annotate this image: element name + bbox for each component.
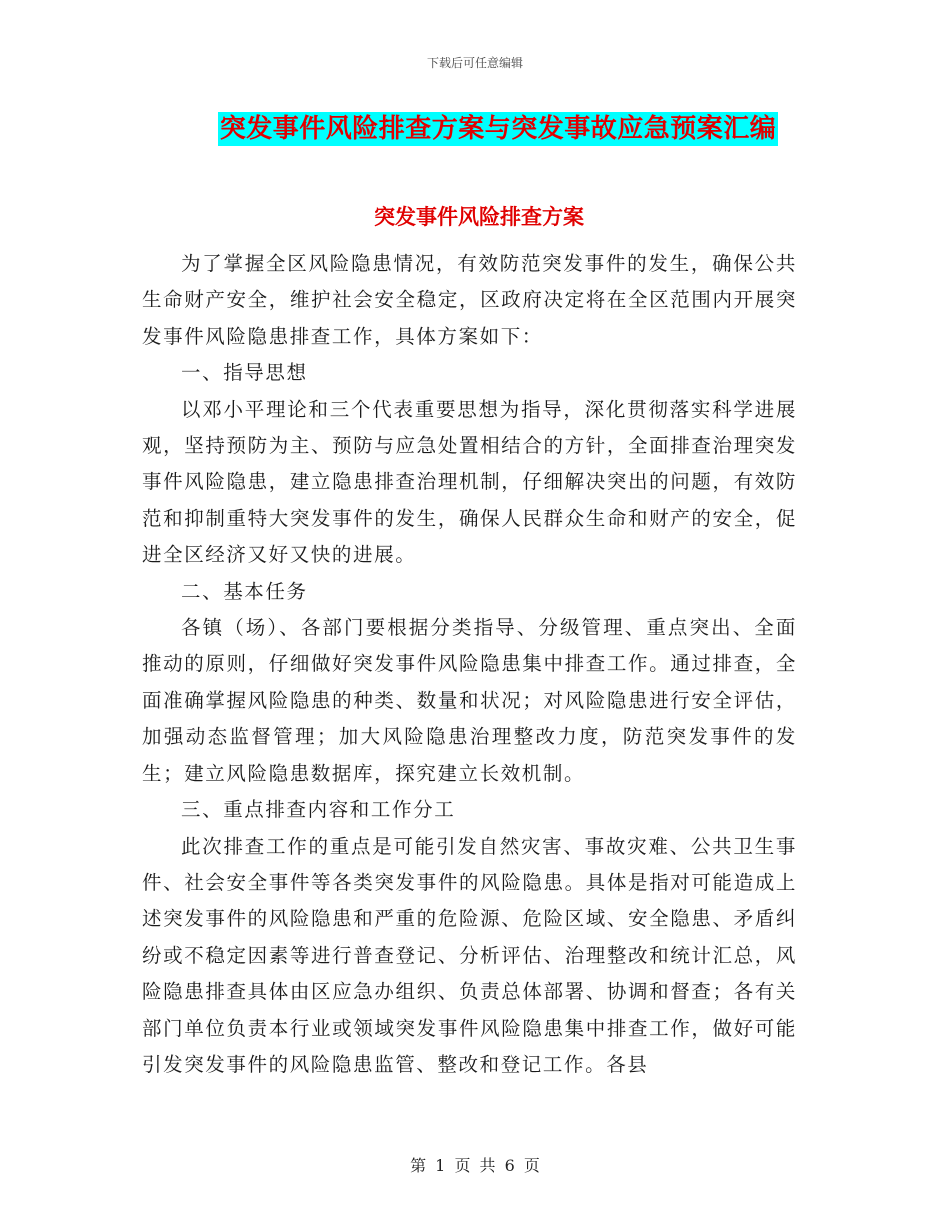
heading-basic-tasks: 二、基本任务 bbox=[181, 579, 308, 603]
paragraph-guiding-ideology: 以邓小平理论和三个代表重要思想为指导，深化贯彻落实科学进展观，坚持预防为主、预防与应急处置相结合的方针，全面排查治理突发事件风险隐患，建立隐患排查治理机制，仔细解决突出的问题，有效防范和抑制重特大突发事件的发生，确保人民群众生命和财产的安全，促进全区经济又好又快的进展。 bbox=[142, 397, 797, 567]
heading-key-inspection: 三、重点排查内容和工作分工 bbox=[181, 798, 456, 822]
document-body bbox=[142, 246, 797, 1083]
paragraph-intro: 为了掌握全区风险隐患情况，有效防范突发事件的发生，确保公共生命财产安全，维护社会安全稳定，区政府决定将在全区范围内开展突发事件风险隐患排查工作，具体方案如下： bbox=[142, 252, 797, 348]
heading-guiding-ideology: 一、指导思想 bbox=[181, 361, 308, 385]
main-title-container bbox=[0, 112, 950, 146]
page-header-note: 下载后可任意编辑 bbox=[426, 56, 523, 70]
paragraph-key-inspection: 此次排查工作的重点是可能引发自然灾害、事故灾难、公共卫生事件、社会安全事件等各类突发事件的风险隐患。具体是指对可能造成上述突发事件的风险隐患和严重的危险源、危险区域、安全隐患、矛盾纠纷或不稳定因素等进行普查登记、分析评估、治理整改和统计汇总，风险隐患排查具体由区应急办组织、负责总体部署、协调和督查；各有关部门单位负责本行业或领域突发事件风险隐患集中排查工作，做好可能引发突发事件的风险隐患监管、整改和登记工作。各县 bbox=[142, 834, 797, 1076]
main-title: 突发事件风险排查方案与突发事故应急预案汇编 bbox=[219, 114, 777, 144]
paragraph-basic-tasks: 各镇（场）、各部门要根据分类指导、分级管理、重点突出、全面推动的原则，仔细做好突发事件风险隐患集中排查工作。通过排查，全面准确掌握风险隐患的种类、数量和状况；对风险隐患进行安全评估，加强动态监督管理；加大风险隐患治理整改力度，防范突发事件的发生；建立风险隐患数据库，探究建立长效机制。 bbox=[142, 616, 797, 785]
section-title: 突发事件风险排查方案 bbox=[374, 204, 584, 229]
page-number: 第 1 页 共 6 页 bbox=[410, 1156, 540, 1175]
